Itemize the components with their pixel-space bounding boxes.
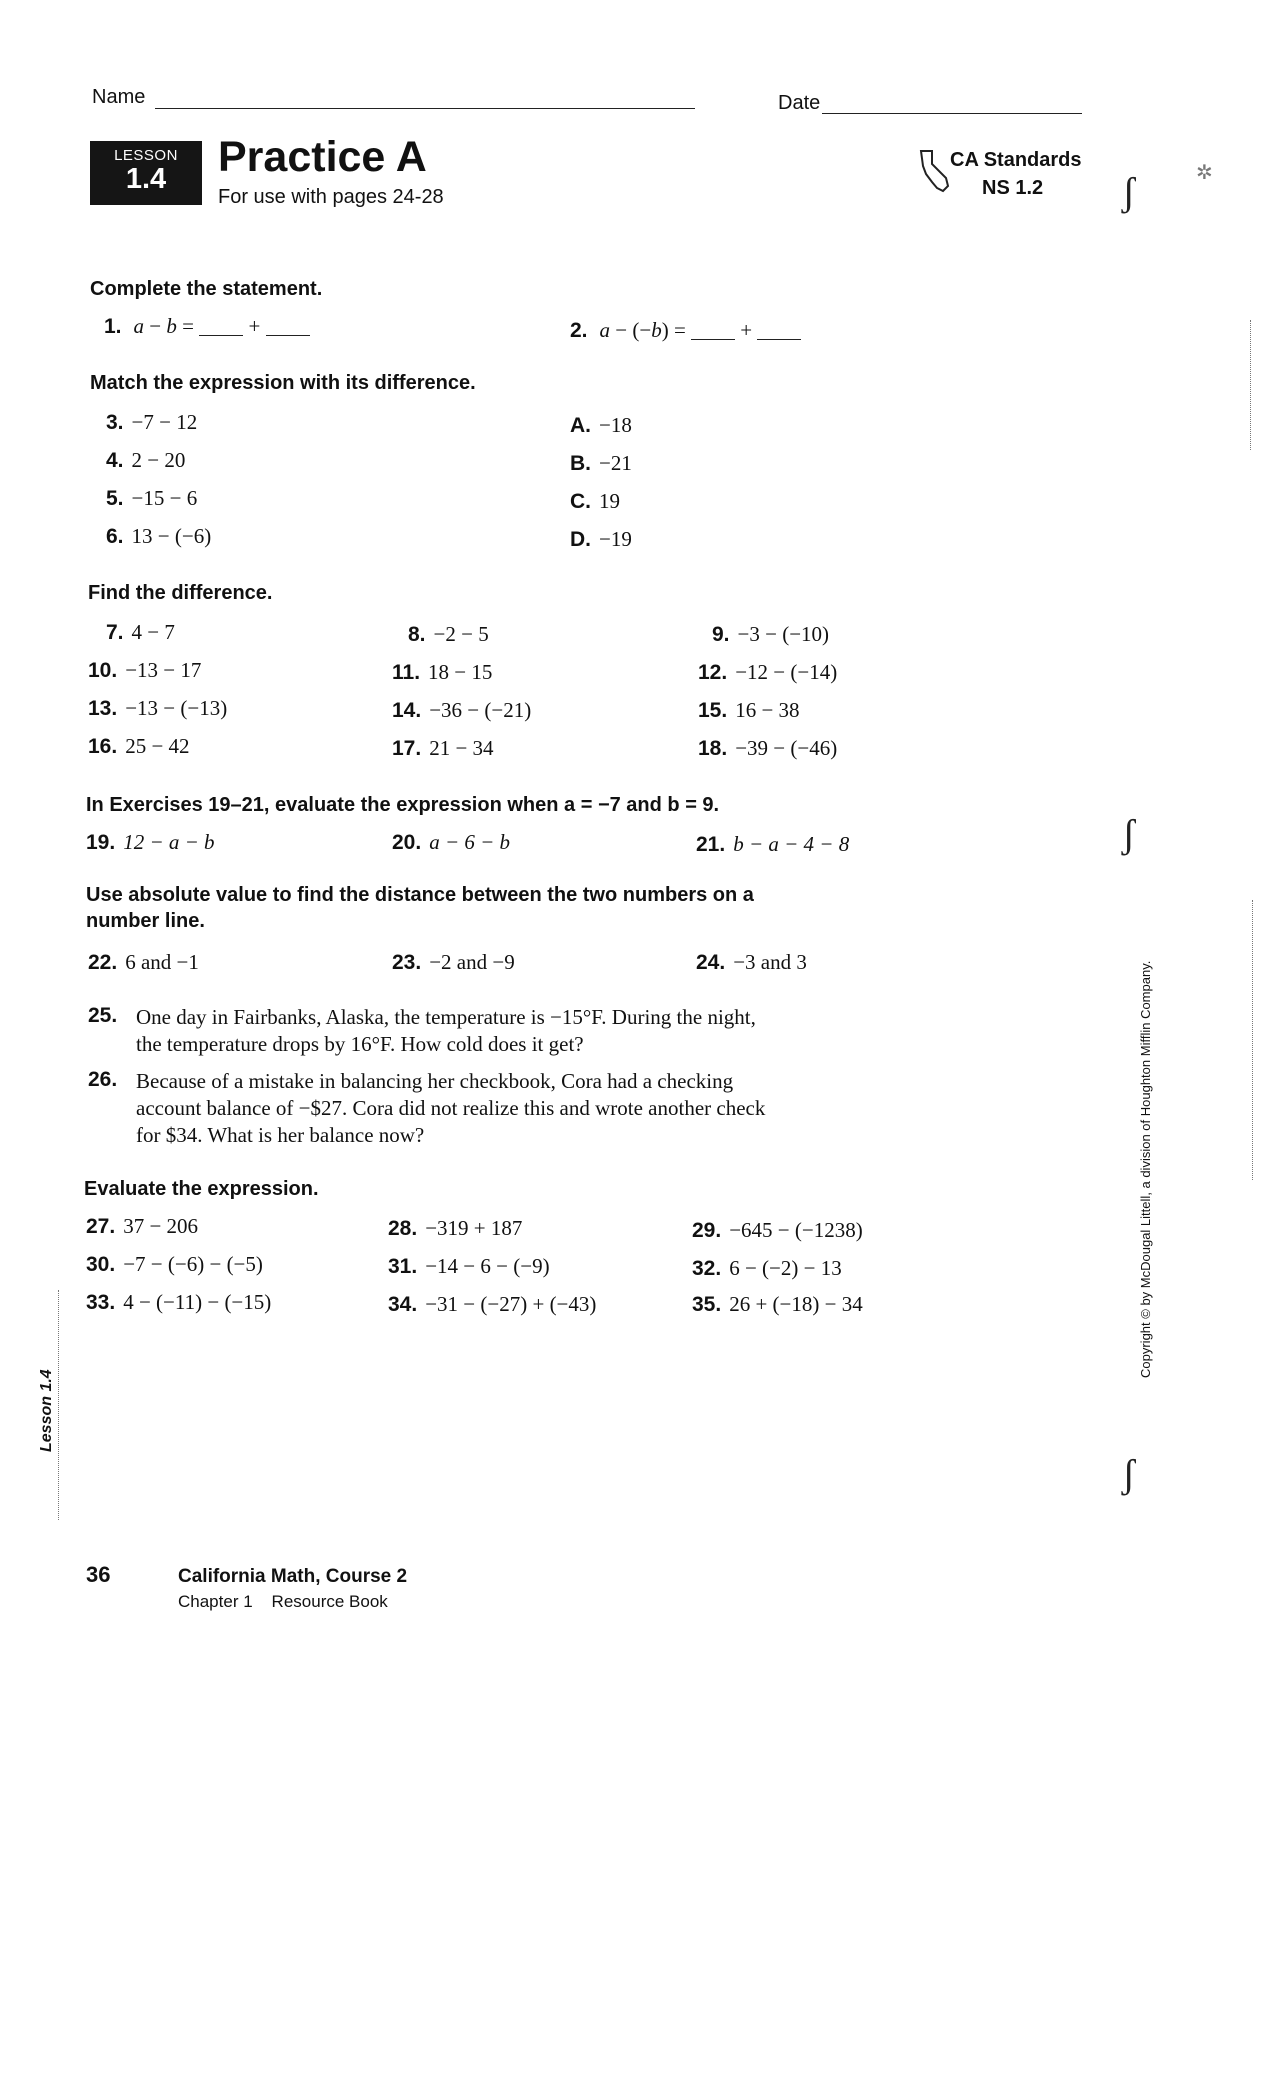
section5-instruction-continued: number line.: [86, 910, 205, 932]
exercise-1: 1. a − b = +: [104, 314, 310, 339]
hole-punch-mark-icon: ʃ: [1122, 811, 1136, 856]
exercise-19: 19. 12 − a − b: [86, 830, 215, 854]
exercise-4: 4. 2 − 20: [106, 448, 186, 472]
section3-instruction: Find the difference.: [88, 582, 273, 604]
exercise-20: 20. a − 6 − b: [392, 830, 511, 854]
exercise-9: 9. −3 − (−10): [712, 622, 830, 646]
copyright-notice: Copyright © by McDougal Littell, a division of Houghton Mifflin Company.: [1138, 960, 1153, 1378]
hole-punch-mark-icon: ʃ: [1122, 169, 1136, 214]
section4-instruction: In Exercises 19–21, evaluate the expression when a = −7 and b = 9.: [86, 794, 720, 816]
answer-choice-c: C. 19: [570, 489, 620, 513]
section6-instruction: Evaluate the expression.: [84, 1178, 319, 1200]
exercise-22: 22. 6 and −1: [88, 950, 199, 974]
exercise-25: 25. One day in Fairbanks, Alaska, the temperature is −15°F. During the night, the temperature drops by 16°F. How cold does it get?: [88, 1004, 756, 1056]
exercise-5: 5. −15 − 6: [106, 486, 198, 510]
exercise-18: 18. −39 − (−46): [698, 736, 838, 760]
exercise-35: 35. 26 + (−18) − 34: [692, 1292, 863, 1316]
exercise-15: 15. 16 − 38: [698, 698, 800, 722]
lesson-tab-label: Lesson 1.4: [38, 1369, 55, 1452]
answer-blank[interactable]: [757, 339, 801, 340]
book-title: California Math, Course 2: [178, 1566, 408, 1587]
date-field[interactable]: [822, 113, 1082, 114]
answer-choice-b: B. −21: [570, 451, 632, 475]
page-edge-line: [1250, 320, 1251, 450]
date-label: Date: [778, 92, 821, 114]
exercise-24: 24. −3 and 3: [696, 950, 807, 974]
exercise-8: 8. −2 − 5: [408, 622, 489, 646]
section5-instruction: Use absolute value to find the distance between the two numbers on a: [86, 884, 754, 906]
exercise-28: 28. −319 + 187: [388, 1216, 523, 1240]
exercise-12: 12. −12 − (−14): [698, 660, 838, 684]
book-subtitle: Chapter 1 Resource Book: [178, 1592, 388, 1611]
exercise-33: 33. 4 − (−11) − (−15): [86, 1290, 272, 1314]
page-subtitle: For use with pages 24-28: [218, 186, 444, 208]
exercise-17: 17. 21 − 34: [392, 736, 494, 760]
name-field[interactable]: [155, 108, 695, 109]
exercise-27: 27. 37 − 206: [86, 1214, 199, 1238]
page-title: Practice A: [218, 133, 427, 181]
exercise-6: 6. 13 − (−6): [106, 524, 212, 548]
lesson-label: LESSON: [114, 147, 178, 164]
answer-choice-a: A. −18: [570, 413, 632, 437]
hole-punch-mark-icon: ʃ: [1122, 1451, 1136, 1496]
california-state-icon: [918, 148, 952, 194]
exercise-26: 26. Because of a mistake in balancing her checkbook, Cora had a checking account balance of −$27. Cora did not realize this and wrote another check for $34. What is her balance now?: [88, 1068, 766, 1147]
standards-title: CA Standards: [950, 149, 1082, 171]
exercise-23: 23. −2 and −9: [392, 950, 515, 974]
exercise-7: 7. 4 − 7: [106, 620, 175, 644]
answer-choice-d: D. −19: [570, 527, 632, 551]
section1-instruction: Complete the statement.: [90, 278, 323, 300]
standards-code: NS 1.2: [982, 177, 1044, 199]
lesson-number: 1.4: [125, 163, 167, 195]
exercise-14: 14. −36 − (−21): [392, 698, 532, 722]
exercise-30: 30. −7 − (−6) − (−5): [86, 1252, 263, 1276]
exercise-2: 2. a − (−b) = +: [570, 318, 801, 343]
exercise-3: 3. −7 − 12: [106, 410, 198, 434]
exercise-11: 11. 18 − 15: [392, 660, 493, 684]
exercise-13: 13. −13 − (−13): [88, 696, 228, 720]
answer-blank[interactable]: [199, 335, 243, 336]
exercise-34: 34. −31 − (−27) + (−43): [388, 1292, 597, 1316]
tab-edge-line: [58, 1290, 59, 1520]
exercise-31: 31. −14 − 6 − (−9): [388, 1254, 550, 1278]
scan-speck-icon: ✲: [1196, 162, 1213, 184]
page-number: 36: [86, 1562, 111, 1587]
exercise-32: 32. 6 − (−2) − 13: [692, 1256, 842, 1280]
exercise-16: 16. 25 − 42: [88, 734, 190, 758]
answer-blank[interactable]: [266, 335, 310, 336]
exercise-10: 10. −13 − 17: [88, 658, 202, 682]
lesson-badge: [90, 141, 202, 205]
answer-blank[interactable]: [691, 339, 735, 340]
name-label: Name: [92, 86, 146, 108]
section2-instruction: Match the expression with its difference.: [90, 372, 476, 394]
page-edge-line: [1252, 900, 1253, 1180]
exercise-29: 29. −645 − (−1238): [692, 1218, 863, 1242]
exercise-21: 21. b − a − 4 − 8: [696, 832, 850, 856]
